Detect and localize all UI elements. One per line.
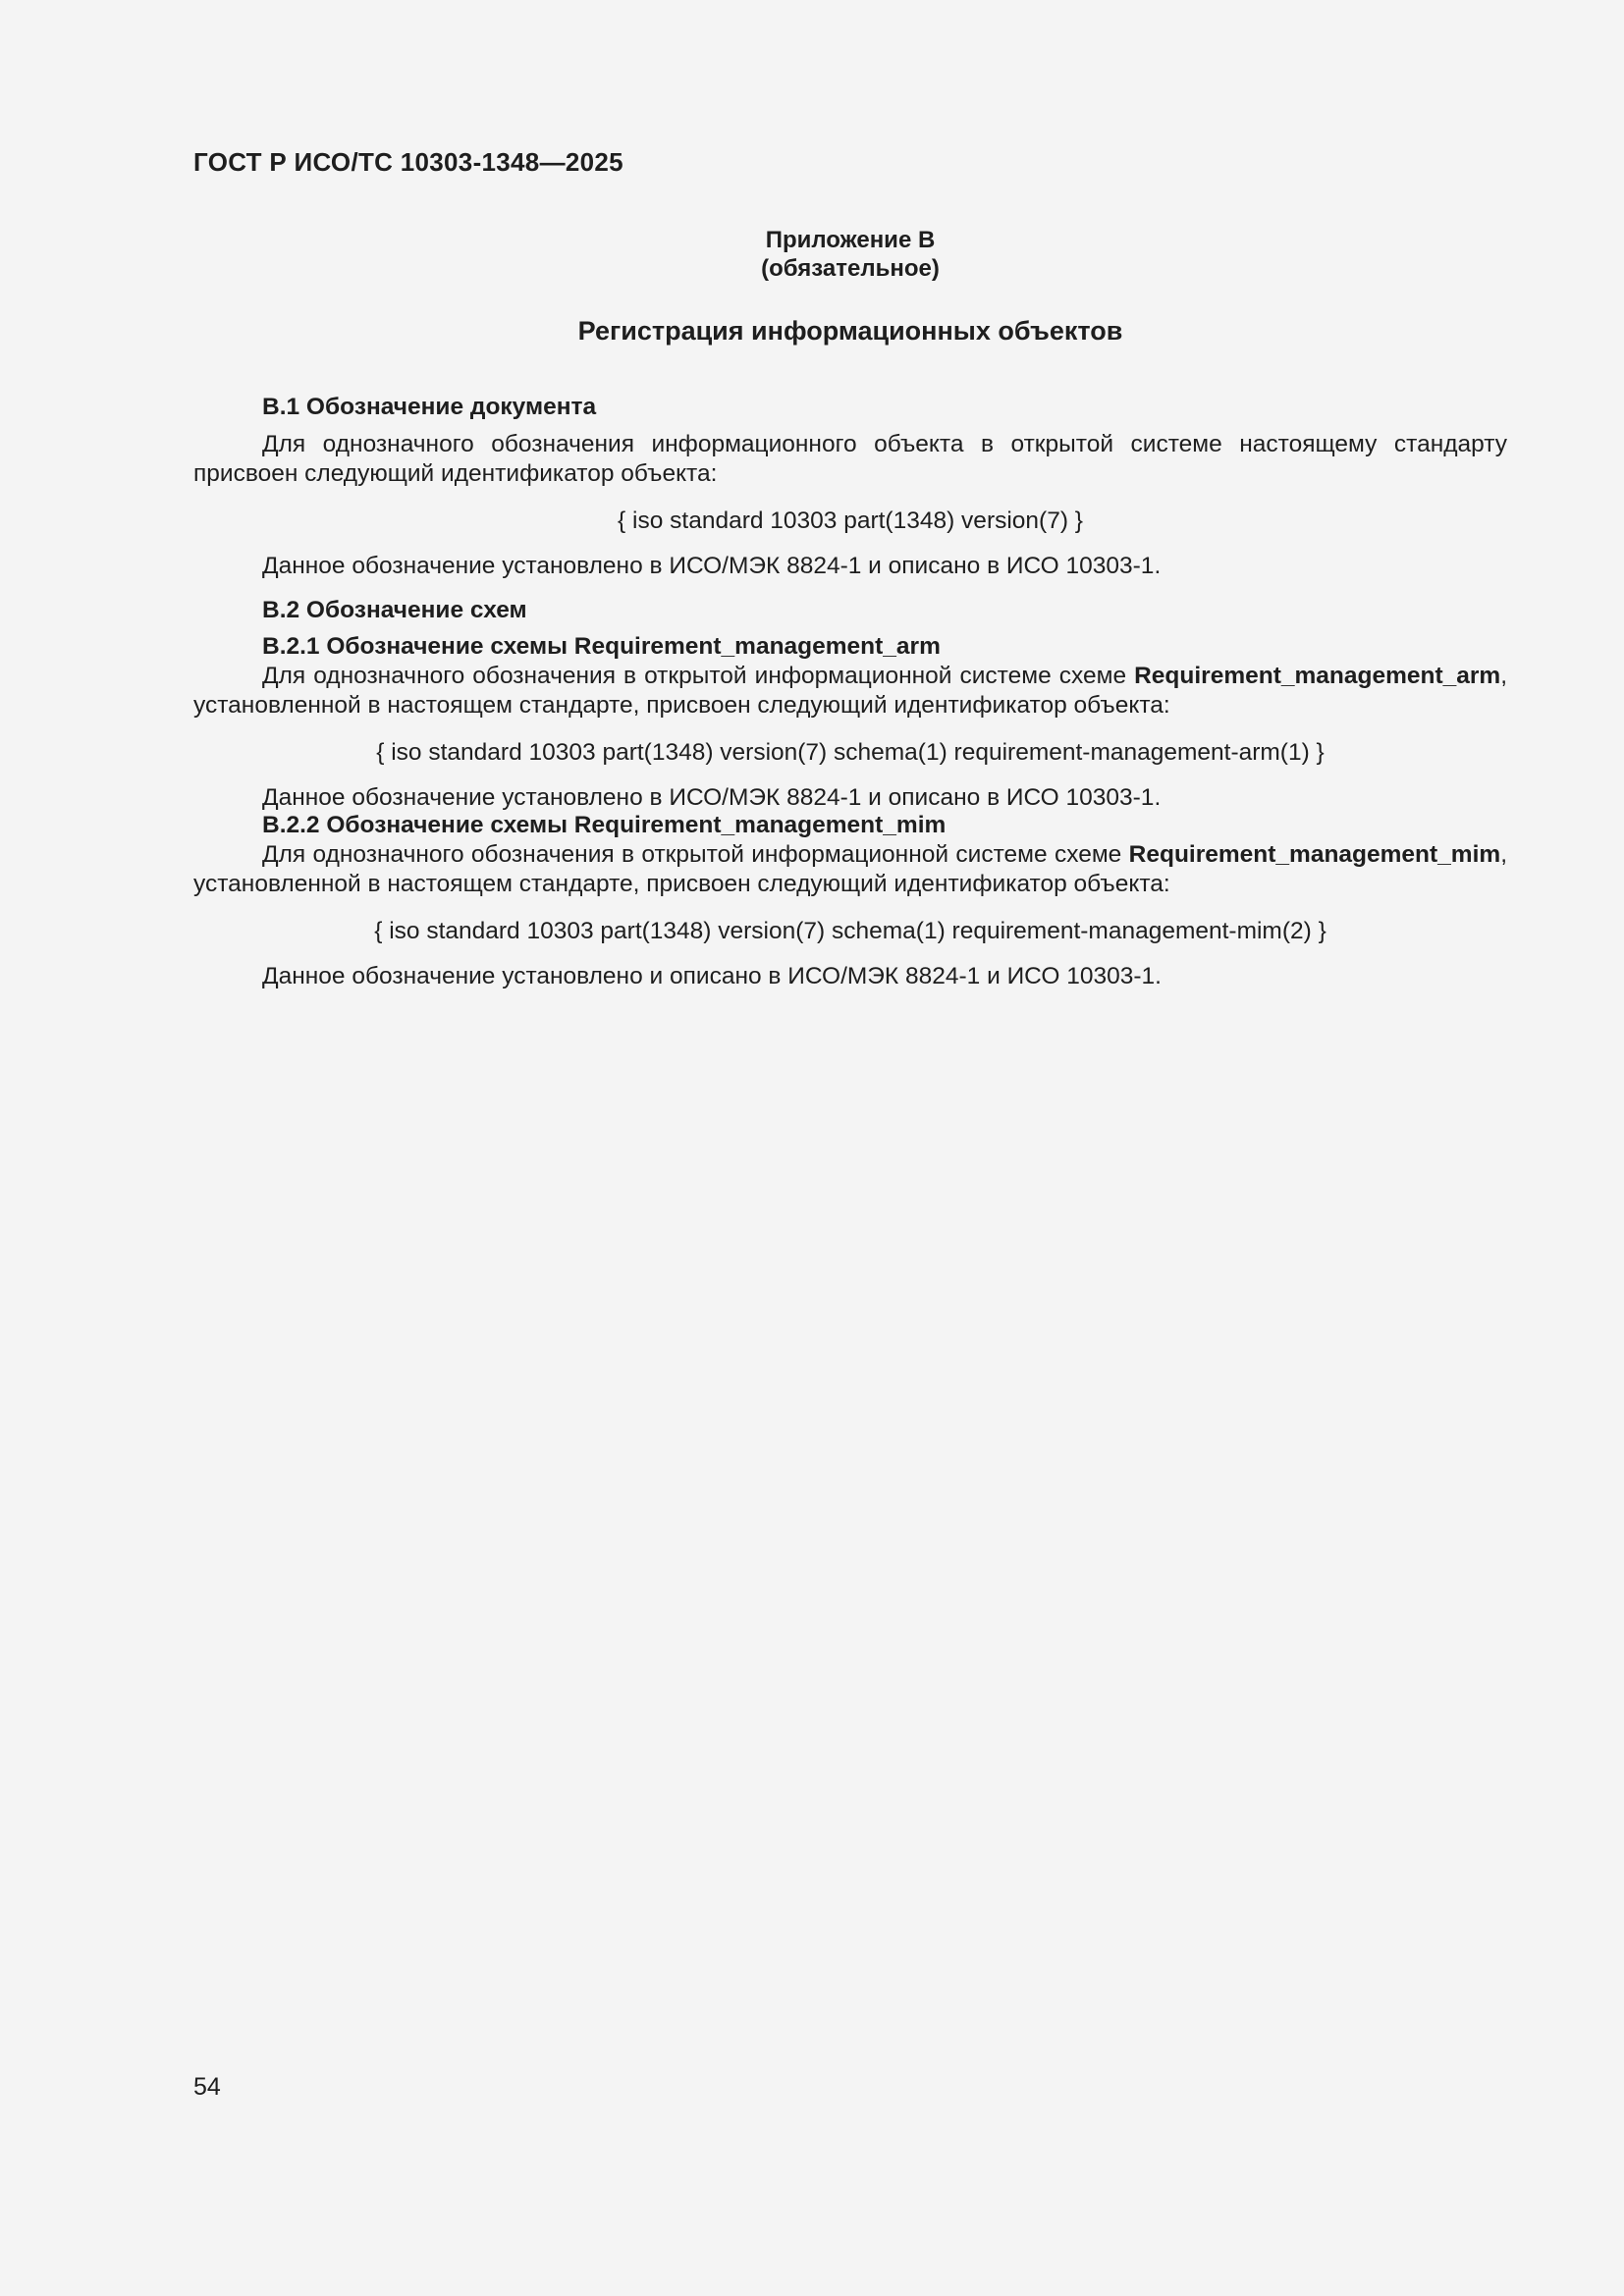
section-b22-para-after: , установленной в настоящем стандарте, присвоен следующий идентификатор объекта: xyxy=(193,841,1507,897)
page-number: 54 xyxy=(193,2073,221,2101)
appendix-label: Приложение В xyxy=(765,227,936,253)
appendix-title: Регистрация информационных объектов xyxy=(577,316,1123,346)
section-b21-heading: В.2.1 Обозначение схемы Requirement_management_arm xyxy=(262,633,941,660)
section-b22-paragraph xyxy=(193,840,1507,899)
section-b1-identifier: { iso standard 10303 part(1348) version(7) } xyxy=(618,507,1083,534)
section-b22-identifier: { iso standard 10303 part(1348) version(7) schema(1) requirement-management-mim(2) } xyxy=(374,918,1326,944)
appendix-label-block xyxy=(193,226,1507,283)
section-b22-note: Данное обозначение установлено и описано в ИСО/МЭК 8824-1 и ИСО 10303-1. xyxy=(262,963,1162,989)
section-b21-identifier: { iso standard 10303 part(1348) version(7) schema(1) requirement-management-arm(1) } xyxy=(376,739,1325,766)
section-b1-paragraph: Для однозначного обозначения информационного объекта в открытой системе настоящему стандарту присвоен следующий идентификатор объекта: xyxy=(193,431,1507,487)
section-b21-schema-name: Requirement_management_arm xyxy=(1134,663,1501,689)
section-b21-note: Данное обозначение установлено в ИСО/МЭК 8824-1 и описано в ИСО 10303-1. xyxy=(262,784,1162,811)
section-b21-para-before: Для однозначного обозначения в открытой информационной системе схеме xyxy=(262,663,1135,689)
section-b21-para-after: , установленной в настоящем стандарте, присвоен следующий идентификатор объекта: xyxy=(193,663,1507,719)
appendix-status: (обязательное) xyxy=(761,255,940,282)
section-b22-para-before: Для однозначного обозначения в открытой информационной системе схеме xyxy=(262,841,1129,868)
section-b22-heading: В.2.2 Обозначение схемы Requirement_management_mim xyxy=(262,812,947,838)
section-b2-heading: В.2 Обозначение схем xyxy=(262,597,527,623)
section-b22-schema-name: Requirement_management_mim xyxy=(1128,841,1501,868)
section-b21-paragraph xyxy=(193,662,1507,721)
document-code-header: ГОСТ Р ИСО/ТС 10303-1348—2025 xyxy=(193,147,623,177)
section-b1-note: Данное обозначение установлено в ИСО/МЭК 8824-1 и описано в ИСО 10303-1. xyxy=(262,553,1162,579)
section-b1-heading: В.1 Обозначение документа xyxy=(262,394,597,420)
